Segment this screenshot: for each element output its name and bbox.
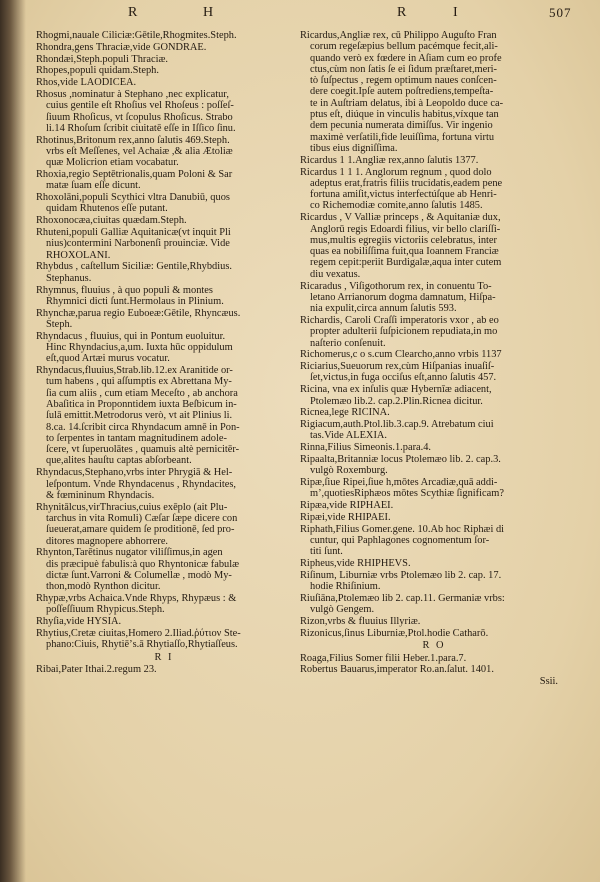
entry-line: poſſeſſiuum Rhypicus.Steph.: [46, 604, 165, 616]
entry-line: Ricaradus , Viſigothorum rex, in conuentu To-: [300, 280, 492, 292]
entry-line: tarchus in vita Romuli) Cæſar ſæpe dicere con: [46, 512, 238, 524]
entry-line: tas.Vide ALEXIA.: [310, 430, 388, 442]
dictionary-entry: [300, 384, 568, 407]
dictionary-entry: [36, 215, 292, 226]
entry-line: ſcere, vt ſuperuolātes , quamuis altè pernicitēr-: [46, 444, 240, 456]
dictionary-entry: Roaga,Filius Somer filii Heber.1.para.7.: [300, 652, 467, 664]
entry-line: Rhybdus , caſtellum Siciliæ: Gentile,Rhybdius.: [36, 261, 232, 273]
dictionary-entry: [300, 167, 568, 212]
dictionary-entry: [36, 89, 292, 134]
header-letter-i: I: [453, 5, 459, 20]
dictionary-entry: [36, 169, 292, 192]
entry-line: Ripæi,vide RHIPAEI.: [300, 511, 391, 523]
dictionary-entry: [36, 308, 292, 331]
entry-line: mʼ,quotiesRiphæos mōtes Scythiæ ſignificam?: [310, 488, 504, 500]
entry-line: ptus eſt, diúque in vinculis habitus,víxque tan: [310, 109, 499, 121]
header-letter-r-left: R: [128, 5, 139, 20]
entry-line: Ripæ,ſiue Ripei,ſiue h,mōtes Arcadiæ,quā addi-: [300, 477, 498, 489]
entry-line: & fœmininum Rhyndacis.: [46, 489, 155, 501]
entry-line: Rhoxonocæa,ciuitas quædam.Steph.: [36, 215, 187, 227]
entry-line: thon,modò Rynthon dicitur.: [46, 581, 161, 593]
entry-line: Richardis, Caroli Craſſi imperatoris vxor , ab eo: [300, 314, 499, 326]
entry-line: quidam Rhutenos eſſe putant.: [46, 203, 168, 215]
dictionary-entry: [300, 315, 568, 349]
entry-line: ctus,cùm non ſatis ſe ei ſidum præſtaret,meri-: [310, 63, 497, 75]
dictionary-entry: [36, 331, 292, 365]
entry-line: Ripheus,vide RHIPHEVS.: [300, 558, 411, 570]
entry-line: vulgò Gengem.: [310, 604, 375, 616]
header-letter-r-right: R: [397, 5, 408, 20]
entry-line: adeptus erat,fratris filiis trucidatis,eadem pene: [310, 177, 503, 189]
section-letters-ro: R O: [422, 640, 446, 652]
entry-line: Rhoxia,regio Septētrionalis,quam Poloni & Sar: [36, 169, 233, 181]
entry-line: vulgò Roxemburg.: [310, 465, 388, 477]
entry-line: Ricina, vna ex inſulis quæ Hybernīæ adiacent,: [300, 384, 492, 396]
entry-line: que,alites hauſtu captas abſorbeant.: [46, 455, 192, 467]
entry-line: dere coegit.Ipſe autem poſtrediens,tempeſta-: [310, 86, 494, 98]
entry-line: cuntur, qui Paphlagones cognomentum ſor-: [310, 535, 490, 547]
dictionary-entry: [36, 261, 292, 284]
entry-line: te in Auſtriam delatus, ibi à Leopoldo duce ca-: [310, 97, 504, 109]
page-number: 507: [549, 5, 572, 20]
dictionary-entry: [36, 593, 292, 616]
entry-line: leſpontum. Vnde Rhyndacenus , Rhyndacites,: [46, 478, 236, 490]
entry-line: Rhopes,populi quidam.Steph.: [36, 65, 159, 77]
entry-line: Rhynitālcus,virThracius,cuius exēplo (ait Plu-: [36, 501, 228, 513]
entry-line: Rhymnus, fluuius , à quo populi & montes: [36, 284, 213, 296]
entry-line: dem pecunia numerata dimiſſus. Vir ingenio: [310, 120, 493, 132]
dictionary-entry: [36, 616, 292, 627]
entry-line: Ricardus 1 1 1. Anglorum regnum , quod dolo: [300, 166, 492, 178]
entry-line: ſet,victus,in fuga occiſus eſt,anno ſalutis 457.: [310, 372, 497, 384]
dictionary-entry: [36, 467, 292, 501]
entry-line: Riſinum, Liburniæ vrbs Ptolemæo lib 2. cap. 17.: [300, 569, 502, 581]
entry-line: tò ſuſpectus , regem optimum naues conſcen-: [310, 75, 497, 87]
entry-line: Ripæa,vide RIPHAEI.: [300, 500, 394, 512]
entry-line: li.14 Rhoſum ſcribit ciuitatē eſſe in Iſſico ſinu.: [46, 122, 236, 134]
entry-line: phano:Ciuis, Rhytiēʼs.ā Rhytiaſſo,Rhytiaſſeus.: [46, 639, 238, 651]
header-letter-h: H: [203, 5, 215, 20]
entry-line: Rhotinus,Britonum rex,anno ſalutis 469.Steph.: [36, 134, 230, 146]
entry-line: Riphath,Filius Gomer.gene. 10.Ab hoc Riphæi di: [300, 523, 505, 535]
entry-line: Steph.: [46, 318, 73, 330]
entry-line: ſueuerat,amare quidem ſe proditionē, ſed pro-: [46, 524, 235, 536]
dictionary-entry: [36, 227, 292, 261]
entry-line: 8.ca. 14.ſcribit circa Rhyndacum amnē in Pon-: [46, 421, 240, 433]
entry-line: Stephanus.: [46, 272, 92, 284]
entry-line: quæ Molicrion etiam vocabatur.: [46, 157, 179, 169]
dictionary-entry: [300, 558, 568, 569]
entry-line: Rhogmi,nauale Ciliciæ:Gētile,Rhogmites.Steph.: [36, 30, 237, 41]
entry-line: naſterio conſenuit.: [310, 337, 386, 349]
entry-line: matæ ſuam eſſe dicunt.: [46, 180, 141, 192]
entry-line: Rhuteni,populi Galliæ Aquitanicæ(vt inquit Pli: [36, 227, 231, 239]
entry-line: ditores magnopere abhorrere.: [46, 535, 169, 547]
entry-line: letano Arrianorum dogma damnatum, Hiſpa-: [310, 291, 496, 303]
dictionary-entry: [36, 547, 292, 592]
dictionary-entry: [300, 593, 568, 616]
entry-line: eſt,quod Artæi murus vocatur.: [46, 353, 170, 365]
dictionary-entry: [300, 570, 568, 593]
dictionary-entry: [300, 30, 568, 154]
left-column: [36, 30, 292, 676]
entry-line: Ricnea,lege RICINA.: [300, 407, 390, 419]
entry-line: Rhondæi,Steph.populi Thraciæ.: [36, 53, 168, 65]
entry-line: to ſerpentes in tantam magnitudinem adole-: [46, 432, 227, 444]
dictionary-entry: [36, 54, 292, 65]
entry-line: propter adulterii ſuſpicionem repudiata,in mo: [310, 326, 498, 338]
entry-line: Rhondra,gens Thraciæ,vide GONDRAE.: [36, 41, 207, 53]
entry-line: Rhytius,Cretæ ciuitas,Homero 2.Iliad.ῥύτιον Ste-: [36, 627, 241, 639]
entry-line: tibus eius digniſſima.: [310, 142, 398, 154]
entry-line: ſulā emittit.Metrodorus verò, vt ait Plinius li.: [46, 410, 233, 422]
dictionary-entry: [300, 500, 568, 511]
dictionary-entry: [300, 454, 568, 477]
dictionary-entry: [36, 192, 292, 215]
entry-line: tum habens , qui aſſumptis ex Abrettana My-: [46, 376, 232, 388]
entry-line: Anglorū regis Edoardi filius, vir bello clariſſi-: [310, 223, 501, 235]
dictionary-entry: [36, 628, 292, 651]
entry-line: dis præcipuè fabulis:à quo Rhyntonicæ fabulæ: [46, 558, 240, 570]
entry-line: Ricardus , V Valliæ princeps , & Aquitaniæ dux,: [300, 212, 501, 224]
dictionary-entry: [300, 524, 568, 558]
dictionary-entry: [300, 512, 568, 523]
entry-line: diu vexatus.: [310, 268, 361, 280]
entry-line: Rizonicus,ſinus Liburniæ,Ptol.hodie Catharō.: [300, 627, 489, 639]
entry-line: quando verò ex fœdere in Aſiam cum eo profe: [310, 52, 502, 64]
dictionary-entry: [36, 65, 292, 76]
entry-line: Ripaalta,Britanniæ locus Ptolemæo lib. 2. cap.3.: [300, 453, 501, 465]
dictionary-entry: [300, 407, 568, 418]
dictionary-entry: [300, 628, 568, 639]
dictionary-entry: [36, 135, 292, 169]
entry-line: ſiuum Rhoſicus, vt ſcopulus Rhoſicus. Strabo: [46, 111, 233, 123]
entry-line: Rigiacum,auth.Ptol.lib.3.cap.9. Atrebatum ciui: [300, 419, 494, 431]
dictionary-entry: [300, 616, 568, 627]
dictionary-entry: [36, 42, 292, 53]
entry-line: Riciarius,Sueuorum rex,cùm Hiſpanias inuaſiſ-: [300, 361, 495, 373]
dictionary-entry: [300, 361, 568, 384]
dictionary-entry: [36, 365, 292, 467]
entry-line: Ptolemæo lib.2. cap.2.Plin.Ricnea dicitur.: [310, 395, 483, 407]
entry-line: Richomerus,c o s.cum Clearcho,anno vrbis 1137: [300, 349, 502, 361]
entry-line: Rhypæ,vrbs Achaica.Vnde Rhyps, Rhypæus : &: [36, 593, 237, 605]
dictionary-entry: Robertus Bauarus,imperator Ro.an.ſalut. 1401.: [300, 664, 494, 676]
entry-line: co Richemodiæ comite,anno ſalutis 1485.: [310, 200, 483, 212]
entry-line: Rhynton,Tarētinus nugator viliſſimus,in agen: [36, 547, 223, 559]
entry-line: fortuna amiſit,victus interfectúſque ab Henri-: [310, 189, 497, 201]
dictionary-entry: [300, 212, 568, 280]
entry-line: nia expulit,circa annum ſalutis 593.: [310, 303, 457, 315]
entry-line: Rhosus ,nominatur à Stephano ,nec explicatur,: [36, 88, 229, 100]
entry-line: Ricardus 1 1.Angliæ rex,anno ſalutis 1377.: [300, 154, 479, 166]
dictionary-entry: [300, 281, 568, 315]
entry-line: Riuſiāna,Ptolemæo lib 2. cap.11. Germaniæ vrbs:: [300, 593, 505, 605]
entry-line: nius)contermini Narbonenſi prouinciæ. Vide: [46, 238, 230, 250]
dictionary-entry: Ribai,Pater Ithai.2.regum 23.: [36, 663, 157, 675]
entry-line: Rizon,vrbs & fluuius Illyriæ.: [300, 616, 421, 628]
entry-line: Rhymnici dicti ſunt.Hermolaus in Plinium.: [46, 295, 224, 307]
running-header: [0, 5, 600, 27]
section-letters-ri: R I: [154, 651, 174, 663]
dictionary-entry: [300, 349, 568, 360]
entry-line: Abaſitica in Proponntidem iuxta Beſbicum in-: [46, 399, 237, 410]
entry-line: titi ſunt.: [310, 546, 343, 558]
entry-line: Rhos,vide LAODICEA.: [36, 77, 137, 89]
entry-line: Rhoxolāni,populi Scythici vltra Danubiū, quos: [36, 192, 230, 204]
catchword: Ssii.: [539, 676, 558, 688]
entry-line: Rhyſia,vide HYSIA.: [36, 616, 122, 628]
dictionary-entry: [300, 477, 568, 500]
dictionary-entry: [36, 502, 292, 547]
entry-line: Hinc Rhyndacius,a,um. Iuxta hūc oppidulum: [46, 342, 233, 354]
entry-line: Rhyndacus,fluuius,Strab.lib.12.ex Aranitide or-: [36, 365, 233, 377]
entry-line: Rhyndacus,Stephano,vrbs inter Phrygiā & Hel-: [36, 467, 233, 479]
dictionary-entry: [300, 442, 568, 453]
entry-line: RHOXOLANI.: [46, 249, 111, 261]
entry-line: Rhynchæ,parua regio Euboeæ:Gētile, Rhyncæus.: [36, 307, 241, 319]
dictionary-entry: [36, 30, 292, 41]
entry-line: dictæ ſunt.Varroni & Columellæ , modò My-: [46, 569, 232, 581]
dictionary-entry: [300, 155, 568, 166]
entry-line: Ricardus,Angliæ rex, cū Philippo Auguſto Fran: [300, 30, 497, 41]
entry-line: ſia cum aliis , cum etiam Meceſto , ab anchora: [46, 387, 238, 399]
dictionary-entry: [36, 285, 292, 308]
entry-line: mus,multis egregiis victoriis celebratus, inter: [310, 234, 497, 246]
entry-line: maximè verſatili,fide leuiſſima, fortuna virtu: [310, 131, 495, 143]
entry-line: Rinna,Filius Simeonis.1.para.4.: [300, 442, 432, 454]
entry-line: quas ea nobiliſſima fuit,qua Ioannem Franciæ: [310, 246, 499, 258]
entry-line: cuius gentile eſt Rhoſius vel Rhoſeus : poſſeſ-: [46, 100, 234, 112]
entry-line: hodie Rhiſinium.: [310, 581, 381, 593]
entry-line: corum regeſæpius bellum pacémque fecit,ali-: [310, 41, 498, 53]
entry-line: regem cepit:periit Burdigalæ,aqua inter cutem: [310, 257, 502, 269]
dictionary-entry: [36, 77, 292, 88]
dictionary-entry: [300, 419, 568, 442]
right-column: [300, 30, 568, 687]
entry-line: Rhyndacus , fluuius, qui in Pontum euoluitur.: [36, 330, 226, 342]
entry-line: vrbs eſt Meſſenes, vel Achaiæ ,& alia Ætoliæ: [46, 145, 233, 157]
